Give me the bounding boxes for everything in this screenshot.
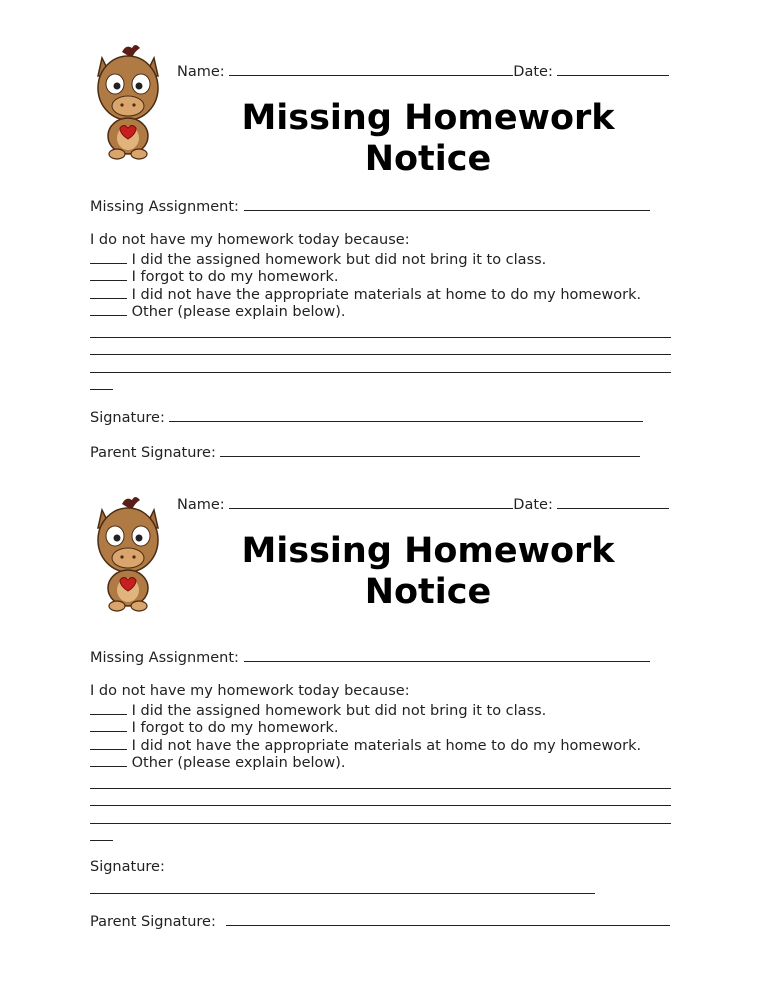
date-field[interactable] [557, 62, 669, 76]
explanation-line-2[interactable] [90, 354, 671, 355]
notice-form-2 [0, 452, 768, 932]
title-line-2: Notice [364, 139, 492, 179]
date-label: Date: [513, 497, 553, 513]
explanation-line-4[interactable] [90, 840, 113, 841]
option-checkbox-2[interactable] [90, 267, 127, 281]
missing-assignment-label: Missing Assignment: [90, 199, 239, 215]
missing-assignment-label: Missing Assignment: [90, 650, 239, 666]
page-title [228, 531, 628, 613]
name-field[interactable] [229, 62, 513, 76]
notice-form-1 [0, 0, 768, 480]
signature-row [90, 859, 165, 876]
horse-mascot-icon [88, 496, 168, 616]
parent-signature-label: Parent Signature: [90, 445, 216, 461]
option-checkbox-1[interactable] [90, 250, 127, 264]
explanation-line-1[interactable] [90, 788, 671, 789]
option-label-3: I did not have the appropriate materials at home to do my homework. [131, 287, 642, 303]
option-checkbox-4[interactable] [90, 302, 127, 316]
reason-option-2 [90, 718, 339, 737]
missing-assignment-field[interactable] [244, 648, 650, 662]
horse-mascot-icon [88, 44, 168, 164]
option-checkbox-3[interactable] [90, 736, 127, 750]
explanation-line-3[interactable] [90, 372, 671, 373]
missing-assignment-row [90, 648, 650, 667]
name-label: Name: [177, 497, 225, 513]
explanation-line-2[interactable] [90, 805, 671, 806]
name-field[interactable] [229, 495, 513, 509]
name-label: Name: [177, 64, 225, 80]
page-title [228, 98, 628, 180]
option-label-4: Other (please explain below). [131, 304, 346, 320]
option-label-1: I did the assigned homework but did not bring it to class. [131, 252, 547, 268]
parent-signature-row [90, 912, 670, 931]
signature-field[interactable] [169, 408, 643, 422]
reason-intro: I do not have my homework today because: [90, 232, 410, 248]
reason-option-4 [90, 302, 346, 321]
option-label-3: I did not have the appropriate materials at home to do my homework. [131, 738, 642, 754]
option-checkbox-3[interactable] [90, 285, 127, 299]
missing-assignment-field[interactable] [244, 197, 650, 211]
signature-label: Signature: [90, 859, 165, 875]
title-line-1: Missing Homework [241, 531, 615, 571]
parent-signature-label: Parent Signature: [90, 914, 216, 930]
option-label-1: I did the assigned homework but did not bring it to class. [131, 703, 547, 719]
option-checkbox-1[interactable] [90, 701, 127, 715]
option-label-2: I forgot to do my homework. [131, 269, 339, 285]
option-checkbox-4[interactable] [90, 753, 127, 767]
name-row [177, 495, 669, 514]
explanation-line-3[interactable] [90, 823, 671, 824]
option-label-4: Other (please explain below). [131, 755, 346, 771]
reason-option-2 [90, 267, 339, 286]
signature-label: Signature: [90, 410, 165, 426]
signature-row [90, 408, 643, 427]
signature-field[interactable] [90, 893, 595, 894]
name-row [177, 62, 669, 81]
title-line-1: Missing Homework [241, 98, 615, 138]
reason-option-4 [90, 753, 346, 772]
date-label: Date: [513, 64, 553, 80]
title-line-2: Notice [364, 572, 492, 612]
parent-signature-field[interactable] [226, 912, 670, 926]
option-label-2: I forgot to do my homework. [131, 720, 339, 736]
reason-intro: I do not have my homework today because: [90, 683, 410, 699]
missing-assignment-row [90, 197, 650, 216]
option-checkbox-2[interactable] [90, 718, 127, 732]
explanation-line-1[interactable] [90, 337, 671, 338]
explanation-line-4[interactable] [90, 389, 113, 390]
date-field[interactable] [557, 495, 669, 509]
